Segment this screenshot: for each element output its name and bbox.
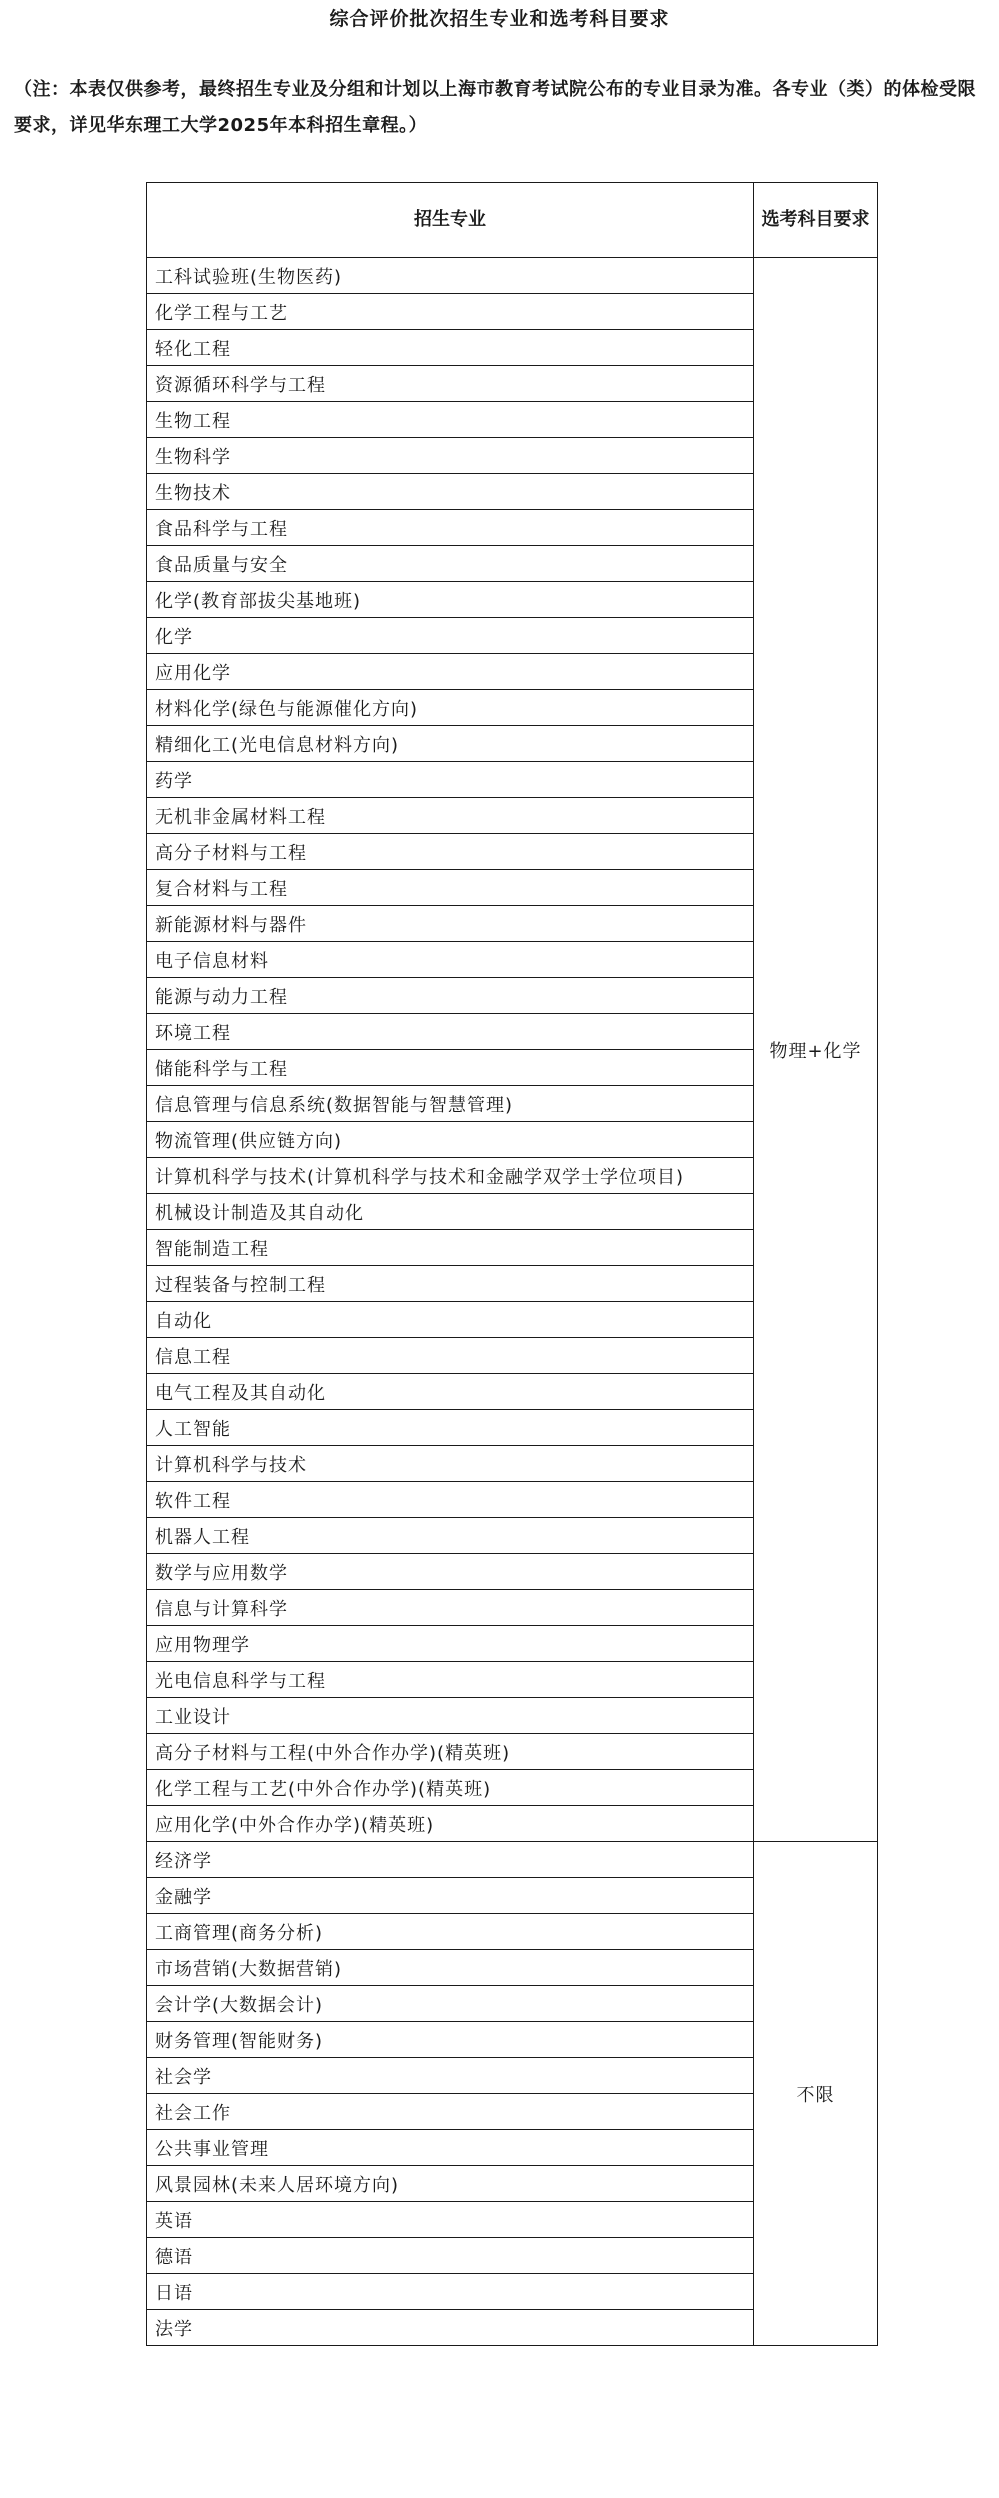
- subject-requirement-cell: 物理+化学: [754, 258, 878, 1842]
- major-name-cell: 市场营销(大数据营销): [147, 1950, 754, 1986]
- major-name-cell: 化学(教育部拔尖基地班): [147, 582, 754, 618]
- major-name-cell: 药学: [147, 762, 754, 798]
- major-name-cell: 英语: [147, 2202, 754, 2238]
- major-name-cell: 能源与动力工程: [147, 978, 754, 1014]
- major-name-cell: 法学: [147, 2310, 754, 2346]
- major-name-cell: 高分子材料与工程: [147, 834, 754, 870]
- major-name-cell: 生物技术: [147, 474, 754, 510]
- major-name-cell: 工商管理(商务分析): [147, 1914, 754, 1950]
- major-name-cell: 工业设计: [147, 1698, 754, 1734]
- page-title: 综合评价批次招生专业和选考科目要求: [329, 8, 670, 30]
- header-requirement: 选考科目要求: [754, 183, 878, 258]
- header-major: 招生专业: [147, 183, 754, 258]
- major-name-cell: 应用物理学: [147, 1626, 754, 1662]
- major-name-cell: 食品科学与工程: [147, 510, 754, 546]
- major-name-cell: 金融学: [147, 1878, 754, 1914]
- major-name-cell: 风景园林(未来人居环境方向): [147, 2166, 754, 2202]
- major-name-cell: 物流管理(供应链方向): [147, 1122, 754, 1158]
- major-name-cell: 公共事业管理: [147, 2130, 754, 2166]
- major-name-cell: 信息工程: [147, 1338, 754, 1374]
- major-name-cell: 电子信息材料: [147, 942, 754, 978]
- major-name-cell: 机器人工程: [147, 1518, 754, 1554]
- major-name-cell: 新能源材料与器件: [147, 906, 754, 942]
- major-name-cell: 化学工程与工艺(中外合作办学)(精英班): [147, 1770, 754, 1806]
- major-name-cell: 储能科学与工程: [147, 1050, 754, 1086]
- major-name-cell: 高分子材料与工程(中外合作办学)(精英班): [147, 1734, 754, 1770]
- major-name-cell: 日语: [147, 2274, 754, 2310]
- major-name-cell: 信息与计算科学: [147, 1590, 754, 1626]
- major-name-cell: 计算机科学与技术: [147, 1446, 754, 1482]
- major-name-cell: 无机非金属材料工程: [147, 798, 754, 834]
- major-name-cell: 轻化工程: [147, 330, 754, 366]
- subject-requirement-cell: 不限: [754, 1842, 878, 2346]
- major-name-cell: 电气工程及其自动化: [147, 1374, 754, 1410]
- major-name-cell: 数学与应用数学: [147, 1554, 754, 1590]
- major-name-cell: 社会学: [147, 2058, 754, 2094]
- major-name-cell: 机械设计制造及其自动化: [147, 1194, 754, 1230]
- major-name-cell: 经济学: [147, 1842, 754, 1878]
- major-name-cell: 生物科学: [147, 438, 754, 474]
- major-name-cell: 财务管理(智能财务): [147, 2022, 754, 2058]
- major-name-cell: 光电信息科学与工程: [147, 1662, 754, 1698]
- major-name-cell: 自动化: [147, 1302, 754, 1338]
- table-header-row: [147, 183, 878, 258]
- major-name-cell: 信息管理与信息系统(数据智能与智慧管理): [147, 1086, 754, 1122]
- major-name-cell: 人工智能: [147, 1410, 754, 1446]
- major-name-cell: 应用化学: [147, 654, 754, 690]
- table-row: [147, 1842, 878, 1878]
- major-name-cell: 智能制造工程: [147, 1230, 754, 1266]
- note-paragraph: （注：本表仅供参考，最终招生专业及分组和计划以上海市教育考试院公布的专业目录为准。各专业（类）的体检受限要求，详见华东理工大学2025年本科招生章程。）: [14, 79, 976, 136]
- major-name-cell: 社会工作: [147, 2094, 754, 2130]
- major-name-cell: 食品质量与安全: [147, 546, 754, 582]
- major-name-cell: 环境工程: [147, 1014, 754, 1050]
- table-row: [147, 258, 878, 294]
- major-name-cell: 生物工程: [147, 402, 754, 438]
- majors-table: [146, 182, 878, 2346]
- major-name-cell: 复合材料与工程: [147, 870, 754, 906]
- major-name-cell: 工科试验班(生物医药): [147, 258, 754, 294]
- major-name-cell: 应用化学(中外合作办学)(精英班): [147, 1806, 754, 1842]
- major-name-cell: 软件工程: [147, 1482, 754, 1518]
- major-name-cell: 资源循环科学与工程: [147, 366, 754, 402]
- major-name-cell: 材料化学(绿色与能源催化方向): [147, 690, 754, 726]
- major-name-cell: 过程装备与控制工程: [147, 1266, 754, 1302]
- major-name-cell: 计算机科学与技术(计算机科学与技术和金融学双学士学位项目): [147, 1158, 754, 1194]
- major-name-cell: 化学工程与工艺: [147, 294, 754, 330]
- major-name-cell: 德语: [147, 2238, 754, 2274]
- major-name-cell: 化学: [147, 618, 754, 654]
- major-name-cell: 会计学(大数据会计): [147, 1986, 754, 2022]
- major-name-cell: 精细化工(光电信息材料方向): [147, 726, 754, 762]
